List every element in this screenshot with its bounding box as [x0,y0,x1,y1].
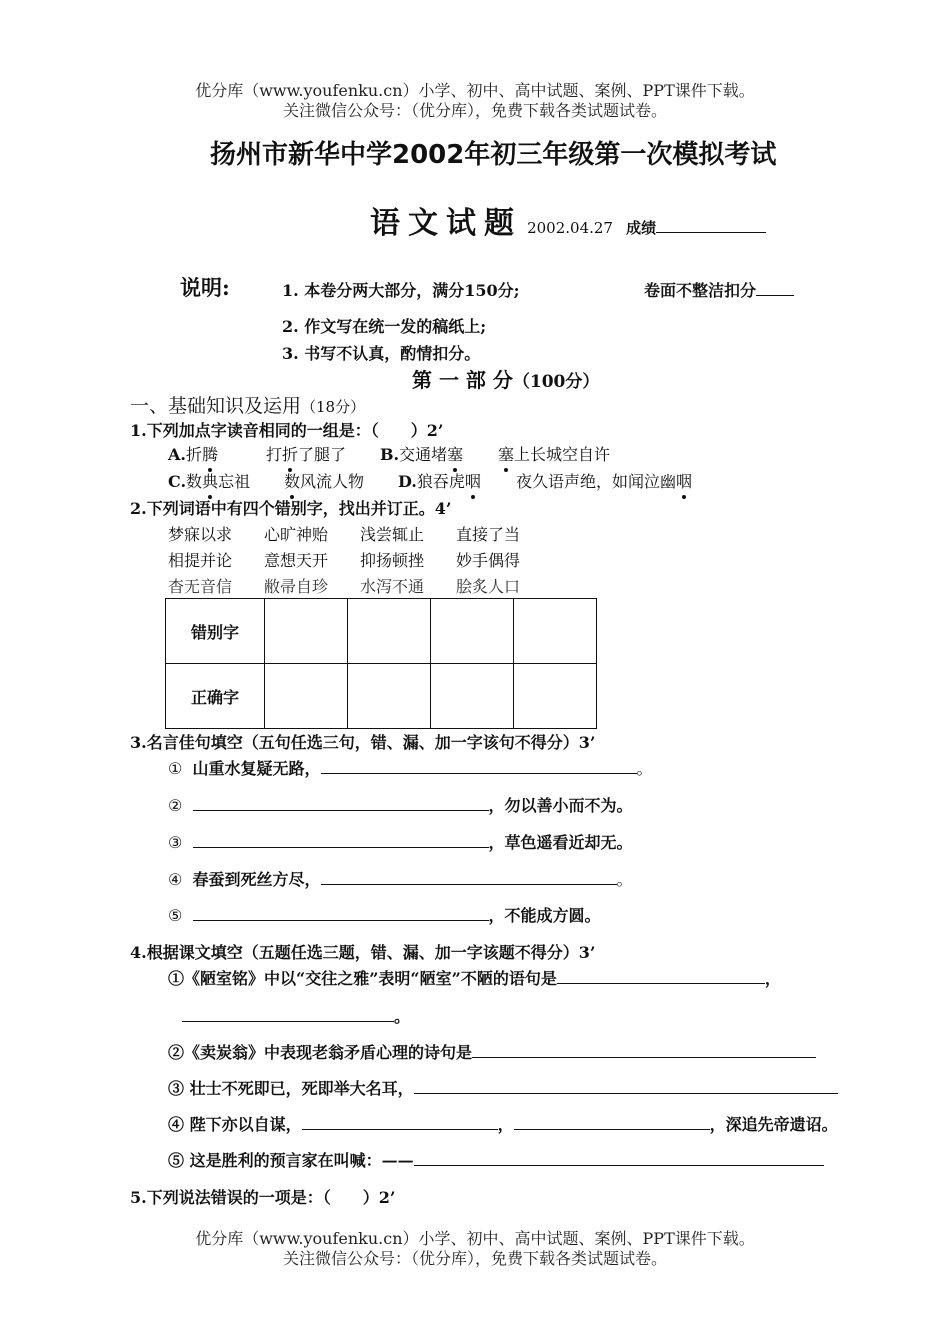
fill-blank[interactable] [557,967,765,984]
wrong-char-label: 错别字 [166,599,265,664]
q2-stem: 2.下列词语中有四个错别字，找出并订正。4’ [130,499,452,518]
answer-cell[interactable] [431,599,514,664]
neatness-note: 卷面不整洁扣分 [644,278,794,301]
q1-stem: 1.下列加点字读音相同的一组是：（ ）2’ [130,421,444,440]
q1-option-a[interactable]: A.折腾 [168,442,218,465]
q2-row-3: 杳无音信 敝帚自珍 水泻不通 脍炙人口 [168,577,521,596]
q4-item-1-cont: 。 [182,1004,410,1027]
fill-blank[interactable] [414,1077,838,1094]
q2-row-1: 梦寐以求 心旷神贻 浅尝辄止 直接了当 [168,525,521,544]
q1-option-b[interactable]: B.交通堵塞 [380,442,463,465]
q1-option-c[interactable]: C.数典忘祖 [168,469,250,492]
q4-stem: 4.根据课文填空（五题任选三题，错、漏、加一字该题不得分）3’ [130,943,596,962]
section1-score: （18分） [301,398,366,416]
notes-item-2: 2. 作文写在统一发的稿纸上; [282,317,487,336]
fill-blank[interactable] [193,794,489,811]
part1-heading [412,364,599,393]
answer-cell[interactable] [265,599,348,664]
fill-blank[interactable] [472,1041,816,1058]
q1-option-a-2: 打折了腿了 [266,442,346,465]
q4-item-2: ②《卖炭翁》中表现老翁矛盾心理的诗句是 [168,1040,816,1063]
section1-title: 一、基础知识及运用 [130,395,302,417]
q4-item-3: ③ 壮士不死即已，死即举大名耳， [168,1076,838,1099]
part1-title: 第 一 部 分 [412,368,513,392]
fill-blank[interactable] [193,904,489,921]
q5-stem: 5.下列说法错误的一项是：（ ）2’ [130,1188,396,1207]
exam-date: 2002.04.27 [527,219,613,237]
correction-table [165,598,597,729]
footer-line-1: 优分库（www.youfenku.cn）小学、初中、高中试题、案例、PPT课件下载。 [195,1229,755,1248]
fill-blank[interactable] [414,1149,824,1166]
header-line-1: 优分库（www.youfenku.cn）小学、初中、高中试题、案例、PPT课件下载。 [195,81,755,100]
right-char-label: 正确字 [166,664,265,729]
answer-cell[interactable] [514,599,597,664]
q3-stem: 3.名言佳句填空（五句任选三句，错、漏、加一字该句不得分）3’ [130,733,596,752]
q4-item-4: ④ 陛下亦以自谋， ， ，深追先帝遗诏。 [168,1115,838,1134]
q1-option-d[interactable]: D.狼吞虎咽 [398,469,481,492]
score-blank[interactable] [656,216,766,233]
q3-item-4: ④ 春蚕到死丝方尽， 。 [168,870,633,889]
q2-row-2: 相提并论 意想天开 抑扬顿挫 妙手偶得 [168,551,521,570]
q3-item-3: ③ ，草色遥看近却无。 [168,833,633,852]
q3-item-2: ② ，勿以善小而不为。 [168,796,633,815]
part1-score: （100分） [512,372,600,392]
notes-item-1: 1. 本卷分两大部分，满分150分; [282,281,520,300]
answer-cell[interactable] [431,664,514,729]
fill-blank[interactable] [514,1113,710,1130]
notes-item-3: 3. 书写不认真，酌情扣分。 [282,344,481,363]
fill-blank[interactable] [193,831,489,848]
answer-cell[interactable] [348,599,431,664]
score-label: 成绩 [626,219,657,237]
q1-option-b-2: 塞上长城空自许 [498,442,610,465]
fill-blank[interactable] [302,1113,498,1130]
answer-cell[interactable] [348,664,431,729]
q4-item-1: ①《陋室铭》中以“交往之雅”表明“陋室”不陋的语句是 ， [168,969,781,988]
fill-blank[interactable] [321,757,637,774]
fill-blank[interactable] [321,868,617,885]
footer-line-2: 关注微信公众号：（优分库），免费下载各类试题试卷。 [282,1249,667,1268]
exam-title: 扬州市新华中学2002年初三年级第一次模拟考试 [210,140,777,170]
subject-line [370,198,766,242]
subject-title: 语文试题 [370,206,522,241]
section1-heading [130,391,365,418]
header-line-2: 关注微信公众号：（优分库），免费下载各类试题试卷。 [282,101,667,120]
q1-option-c-2: 数风流人物 [284,469,364,492]
answer-cell[interactable] [514,664,597,729]
q3-item-1: ① 山重水复疑无路， 。 [168,759,653,778]
notes-label: 说明: [180,275,230,300]
q3-item-5: ⑤ ，不能成方圆。 [168,906,601,925]
fill-blank[interactable] [182,1005,394,1022]
q1-option-d-2: 夜久语声绝，如闻泣幽咽 [516,469,692,492]
q4-item-5: ⑤ 这是胜利的预言家在叫喊：—— [168,1148,824,1171]
answer-cell[interactable] [265,664,348,729]
